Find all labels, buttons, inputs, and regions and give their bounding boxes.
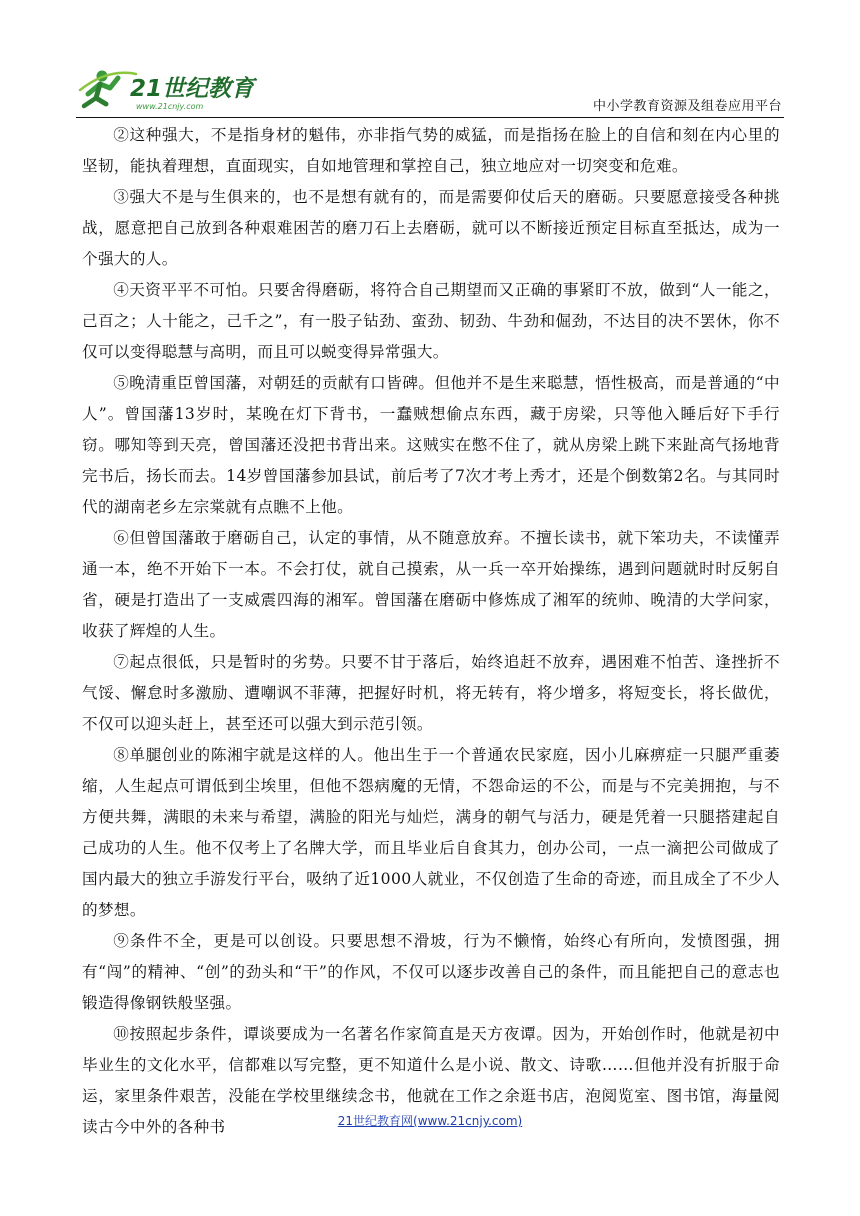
paragraph-9: ⑨条件不全，更是可以创设。只要思想不滑坡，行为不懒惰，始终心有所向，发愤图强，拥有“闯”的精神、“创”的劲头和“干”的作风，不仅可以逐步改善自己的条件，而且能把自己的意志也锻造得像钢铁般坚强。 xyxy=(82,932,780,1012)
paragraph-4: ④天资平平不可怕。只要舍得磨砺，将符合自己期望而又正确的事紧盯不放，做到“人一能之，己百之；人十能之，己千之”，有一股子钻劲、蛮劲、韧劲、牛劲和倔劲，不达目的决不罢休，你不仅可以变得聪慧与高明，而且可以蜕变得异常强大。 xyxy=(82,281,780,361)
platform-name: 中小学教育资源及组卷应用平台 xyxy=(592,99,782,114)
logo-text: 21世纪教育 xyxy=(130,76,255,102)
paragraph-8: ⑧单腿创业的陈湘宇就是这样的人。他出生于一个普通农民家庭，因小儿麻痹症一只腿严重萎缩，人生起点可谓低到尘埃里，但他不怨病魔的无情，不怨命运的不公，而是与不完美拥抱，与不方便共舞，满眼的未来与希望，满脸的阳光与灿烂，满身的朝气与活力，硬是凭着一只腿搭建起自己成功的人生。他不仅考上了名牌大学，而且毕业后自食其力，创办公司，一点一滴把公司做成了国内最大的独立手游发行平台，吸纳了近1000人就业，不仅创造了生命的奇迹，而且成全了不少人的梦想。 xyxy=(82,746,780,919)
footer-link[interactable]: 21世纪教育网(www.21cnjy.com) xyxy=(337,1114,523,1128)
page-header xyxy=(76,62,784,118)
runner-icon xyxy=(80,71,136,107)
paragraph-3: ③强大不是与生俱来的，也不是想有就有的，而是需要仰仗后天的磨砺。只要愿意接受各种挑战，愿意把自己放到各种艰难困苦的磨刀石上去磨砺，就可以不断接近预定目标直至抵达，成为一个强大的人。 xyxy=(82,188,780,268)
article-body xyxy=(82,120,780,1143)
logo-url: www.21cnjy.com xyxy=(136,102,204,111)
paragraph-6: ⑥但曾国藩敢于磨砺自己，认定的事情，从不随意放弃。不擅长读书，就下笨功夫，不读懂弄通一本，绝不开始下一本。不会打仗，就自己摸索，从一兵一卒开始操练，遇到问题就时时反躬自省，硬是打造出了一支威震四海的湘军。曾国藩在磨砺中修炼成了湘军的统帅、晚清的大学问家，收获了辉煌的人生。 xyxy=(82,529,780,640)
paragraph-2: ②这种强大，不是指身材的魁伟，亦非指气势的威猛，而是指扬在脸上的自信和刻在内心里的坚韧，能执着理想，直面现实，自如地管理和掌控自己，独立地应对一切突变和危难。 xyxy=(82,126,780,175)
page-footer xyxy=(0,1112,860,1129)
paragraph-10: ⑩按照起步条件，谭谈要成为一名著名作家简直是天方夜谭。因为，开始创作时，他就是初中毕业生的文化水平，信都难以写完整，更不知道什么是小说、散文、诗歌……但他并没有折服于命运，家里条件艰苦，没能在学校里继续念书，他就在工作之余逛书店，泡阅览室、图书馆，海量阅读古今中外的各种书 xyxy=(82,1025,780,1136)
logo-21cnjy xyxy=(78,64,268,114)
paragraph-7: ⑦起点很低，只是暂时的劣势。只要不甘于落后，始终追赶不放弃，遇困难不怕苦、逢挫折不气馁、懈怠时多激励、遭嘲讽不菲薄，把握好时机，将无转有，将少增多，将短变长，将长做优，不仅可以迎头赶上，甚至还可以强大到示范引领。 xyxy=(82,653,780,733)
paragraph-5: ⑤晚清重臣曾国藩，对朝廷的贡献有口皆碑。但他并不是生来聪慧，悟性极高，而是普通的“中人”。曾国藩13岁时，某晚在灯下背书，一蠢贼想偷点东西，藏于房梁，只等他入睡后好下手行窃。哪知等到天亮，曾国藩还没把书背出来。这贼实在憋不住了，就从房梁上跳下来趾高气扬地背完书后，扬长而去。14岁曾国藩参加县试，前后考了7次才考上秀才，还是个倒数第2名。与其同时代的湖南老乡左宗棠就有点瞧不上他。 xyxy=(82,374,780,516)
